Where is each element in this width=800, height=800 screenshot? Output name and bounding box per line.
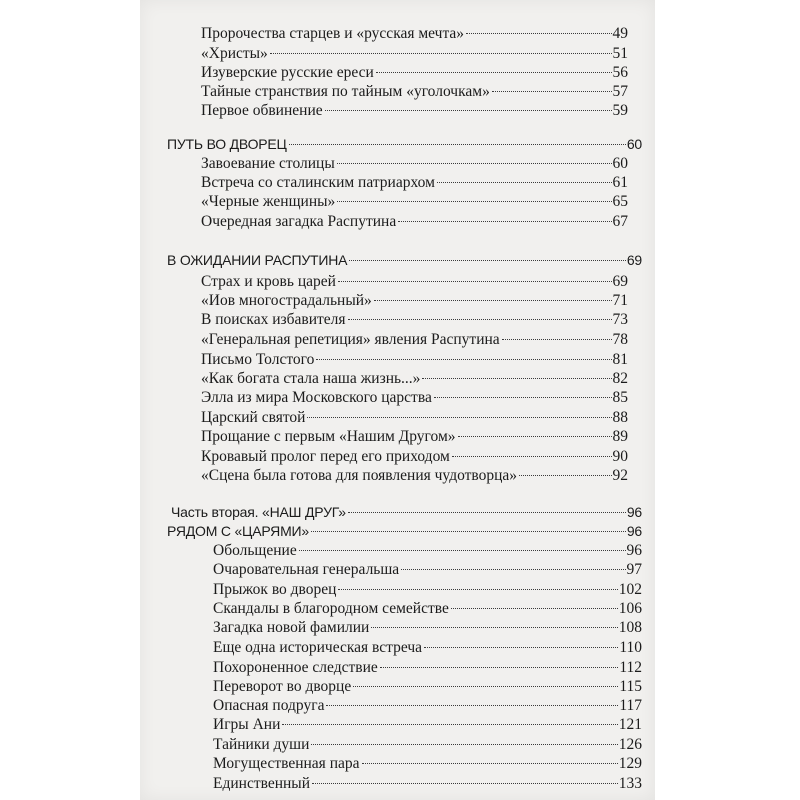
toc-entry — [201, 292, 628, 310]
toc-entry-title: Царский святой — [201, 409, 306, 426]
dot-leader — [376, 72, 612, 73]
dot-leader — [371, 627, 617, 628]
toc-entry-page: 110 — [619, 639, 642, 656]
toc-entry-title: «Сцена была готова для появления чудотворца» — [201, 467, 518, 484]
toc-entry-page: 129 — [618, 755, 642, 772]
toc-entry-page: 88 — [612, 409, 628, 426]
toc-entry-title: Загадка новой фамилии — [213, 619, 370, 636]
dot-leader — [374, 300, 612, 301]
dot-leader — [316, 359, 611, 360]
toc-entry-page: 97 — [626, 561, 642, 578]
toc-entry — [213, 736, 642, 754]
toc-entry-page: 112 — [619, 659, 642, 676]
toc-entry-page: 60 — [612, 155, 628, 172]
dot-leader — [492, 91, 612, 92]
toc-entry-title: Завоевание столицы — [201, 155, 335, 172]
toc-entry — [213, 697, 642, 715]
dot-leader — [325, 110, 612, 111]
dot-leader — [458, 436, 612, 437]
dot-leader — [299, 550, 626, 551]
toc-entry — [201, 193, 628, 211]
toc-entry-page: 126 — [618, 736, 642, 753]
toc-entry-title: Изуверские русские ереси — [201, 64, 374, 81]
toc-entry-title: «Генеральная репетиция» явления Распутина — [201, 331, 500, 348]
toc-entry-page: 69 — [612, 273, 628, 290]
toc-entry-title: Обольщение — [213, 542, 297, 559]
toc-entry-title: «Иов многострадальный» — [201, 292, 372, 309]
book-page — [140, 0, 655, 800]
toc-entry-page: 65 — [612, 193, 628, 210]
toc-entry-page: 89 — [612, 428, 628, 445]
toc-entry-title: «Христы» — [201, 45, 268, 62]
dot-leader — [451, 608, 618, 609]
dot-leader — [289, 144, 626, 145]
dot-leader — [519, 475, 611, 476]
toc-entry-title: Встреча со сталинским патриархом — [201, 174, 435, 191]
toc-entry — [201, 102, 628, 120]
toc-entry — [201, 213, 628, 231]
toc-entry — [213, 639, 642, 657]
dot-leader — [348, 512, 626, 513]
toc-entry-page: 67 — [612, 213, 628, 230]
toc-entry — [201, 83, 628, 101]
toc-entry-title: Прыжок во дворец — [213, 581, 337, 598]
toc-entry — [213, 678, 642, 696]
toc-entry-page: 57 — [612, 83, 628, 100]
dot-leader — [270, 53, 612, 54]
toc-entry-page: 85 — [612, 389, 628, 406]
toc-entry-page: 115 — [619, 678, 642, 695]
toc-entry-page: 106 — [618, 600, 642, 617]
toc-entry-title: Еще одна историческая встреча — [213, 639, 423, 656]
toc-entry — [167, 251, 642, 269]
toc-entry — [213, 561, 642, 579]
toc-entry-title: Очаровательная генеральша — [213, 561, 400, 578]
toc-entry — [171, 503, 642, 521]
toc-entry — [213, 716, 642, 734]
toc-entry-page: 90 — [612, 448, 628, 465]
dot-leader — [362, 763, 618, 764]
toc-entry-page: 96 — [626, 523, 642, 539]
toc-entry-page: 82 — [612, 370, 628, 387]
table-of-contents — [140, 0, 655, 800]
toc-entry-title: Единственный — [213, 775, 311, 792]
toc-entry-title: Письмо Толстого — [201, 351, 315, 368]
toc-entry-title: Тайные странствия по тайным «уголочкам» — [201, 83, 490, 100]
toc-entry-title: Страх и кровь царей — [201, 273, 336, 290]
dot-leader — [353, 686, 618, 687]
toc-entry-title: Могущественная пара — [213, 755, 360, 772]
toc-entry-title: Прощание с первым «Нашим Другом» — [201, 428, 456, 445]
toc-entry — [213, 581, 642, 599]
dot-leader — [326, 705, 618, 706]
dot-leader — [422, 378, 611, 379]
dot-leader — [437, 182, 612, 183]
dot-leader — [452, 456, 612, 457]
dot-leader — [337, 163, 612, 164]
toc-entry-title: В ОЖИДАНИИ РАСПУТИНА — [167, 252, 348, 268]
toc-entry-title: Похороненное следствие — [213, 659, 378, 676]
toc-entry — [167, 522, 642, 540]
toc-entry-page: 133 — [618, 775, 642, 792]
toc-entry — [201, 311, 628, 329]
toc-entry-title: РЯДОМ С «ЦАРЯМИ» — [167, 523, 309, 539]
toc-entry — [201, 389, 628, 407]
dot-leader — [398, 221, 611, 222]
toc-entry-title: Переворот во дворце — [213, 678, 352, 695]
toc-entry-title: Скандалы в благородном семействе — [213, 600, 449, 617]
toc-entry-title: Игры Ани — [213, 716, 281, 733]
toc-entry-title: Опасная подруга — [213, 697, 325, 714]
dot-leader — [502, 339, 612, 340]
dot-leader — [311, 744, 617, 745]
toc-entry — [201, 428, 628, 446]
toc-entry — [201, 64, 628, 82]
toc-entry — [201, 351, 628, 369]
dot-leader — [424, 647, 618, 648]
toc-entry — [213, 619, 642, 637]
toc-entry — [201, 174, 628, 192]
toc-entry — [201, 45, 628, 63]
dot-leader — [348, 319, 612, 320]
toc-entry-page: 56 — [612, 64, 628, 81]
toc-entry-page: 92 — [612, 467, 628, 484]
toc-entry-page: 60 — [626, 136, 642, 152]
toc-entry — [201, 370, 628, 388]
toc-entry-page: 117 — [619, 697, 642, 714]
toc-entry — [201, 409, 628, 427]
toc-entry-page: 51 — [612, 45, 628, 62]
toc-entry-page: 69 — [626, 252, 642, 268]
toc-entry-title: ПУТЬ ВО ДВОРЕЦ — [167, 136, 287, 152]
dot-leader — [307, 417, 611, 418]
dot-leader — [337, 201, 611, 202]
toc-entry-title: Кровавый пролог перед его приходом — [201, 448, 450, 465]
toc-entry-page: 49 — [612, 25, 628, 42]
toc-entry-page: 78 — [612, 331, 628, 348]
toc-entry — [213, 542, 642, 560]
dot-leader — [312, 783, 618, 784]
dot-leader — [401, 569, 625, 570]
toc-entry-page: 108 — [618, 619, 642, 636]
dot-leader — [349, 260, 626, 261]
toc-entry-title: Элла из мира Московского царства — [201, 389, 432, 406]
toc-entry-page: 81 — [612, 351, 628, 368]
dot-leader — [338, 281, 612, 282]
toc-entry-page: 121 — [618, 716, 642, 733]
toc-entry-page: 96 — [626, 504, 642, 520]
dot-leader — [282, 724, 617, 725]
toc-entry — [201, 273, 628, 291]
toc-entry-page: 96 — [626, 542, 642, 559]
toc-entry-page: 71 — [612, 292, 628, 309]
dot-leader — [380, 667, 619, 668]
toc-entry-page: 61 — [612, 174, 628, 191]
toc-entry-title: Очередная загадка Распутина — [201, 213, 397, 230]
toc-entry — [201, 25, 628, 43]
dot-leader — [311, 531, 626, 532]
toc-entry-title: Часть вторая. «НАШ ДРУГ» — [171, 504, 346, 520]
toc-entry-title: «Черные женщины» — [201, 193, 336, 210]
toc-entry-title: Тайники души — [213, 736, 310, 753]
toc-entry — [213, 659, 642, 677]
dot-leader — [338, 589, 617, 590]
toc-entry-page: 102 — [618, 581, 642, 598]
toc-entry — [201, 155, 628, 173]
toc-entry-page: 73 — [612, 311, 628, 328]
dot-leader — [434, 397, 612, 398]
toc-entry — [201, 448, 628, 466]
toc-entry — [201, 331, 628, 349]
toc-entry-page: 59 — [612, 102, 628, 119]
toc-entry-title: Первое обвинение — [201, 102, 323, 119]
toc-entry — [213, 755, 642, 773]
toc-entry — [201, 467, 628, 485]
toc-entry-title: «Как богата стала наша жизнь...» — [201, 370, 421, 387]
toc-entry — [167, 135, 642, 153]
toc-entry — [213, 775, 642, 793]
toc-entry-title: Пророчества старцев и «русская мечта» — [201, 25, 465, 42]
toc-entry-title: В поисках избавителя — [201, 311, 346, 328]
dot-leader — [466, 33, 611, 34]
toc-entry — [213, 600, 642, 618]
